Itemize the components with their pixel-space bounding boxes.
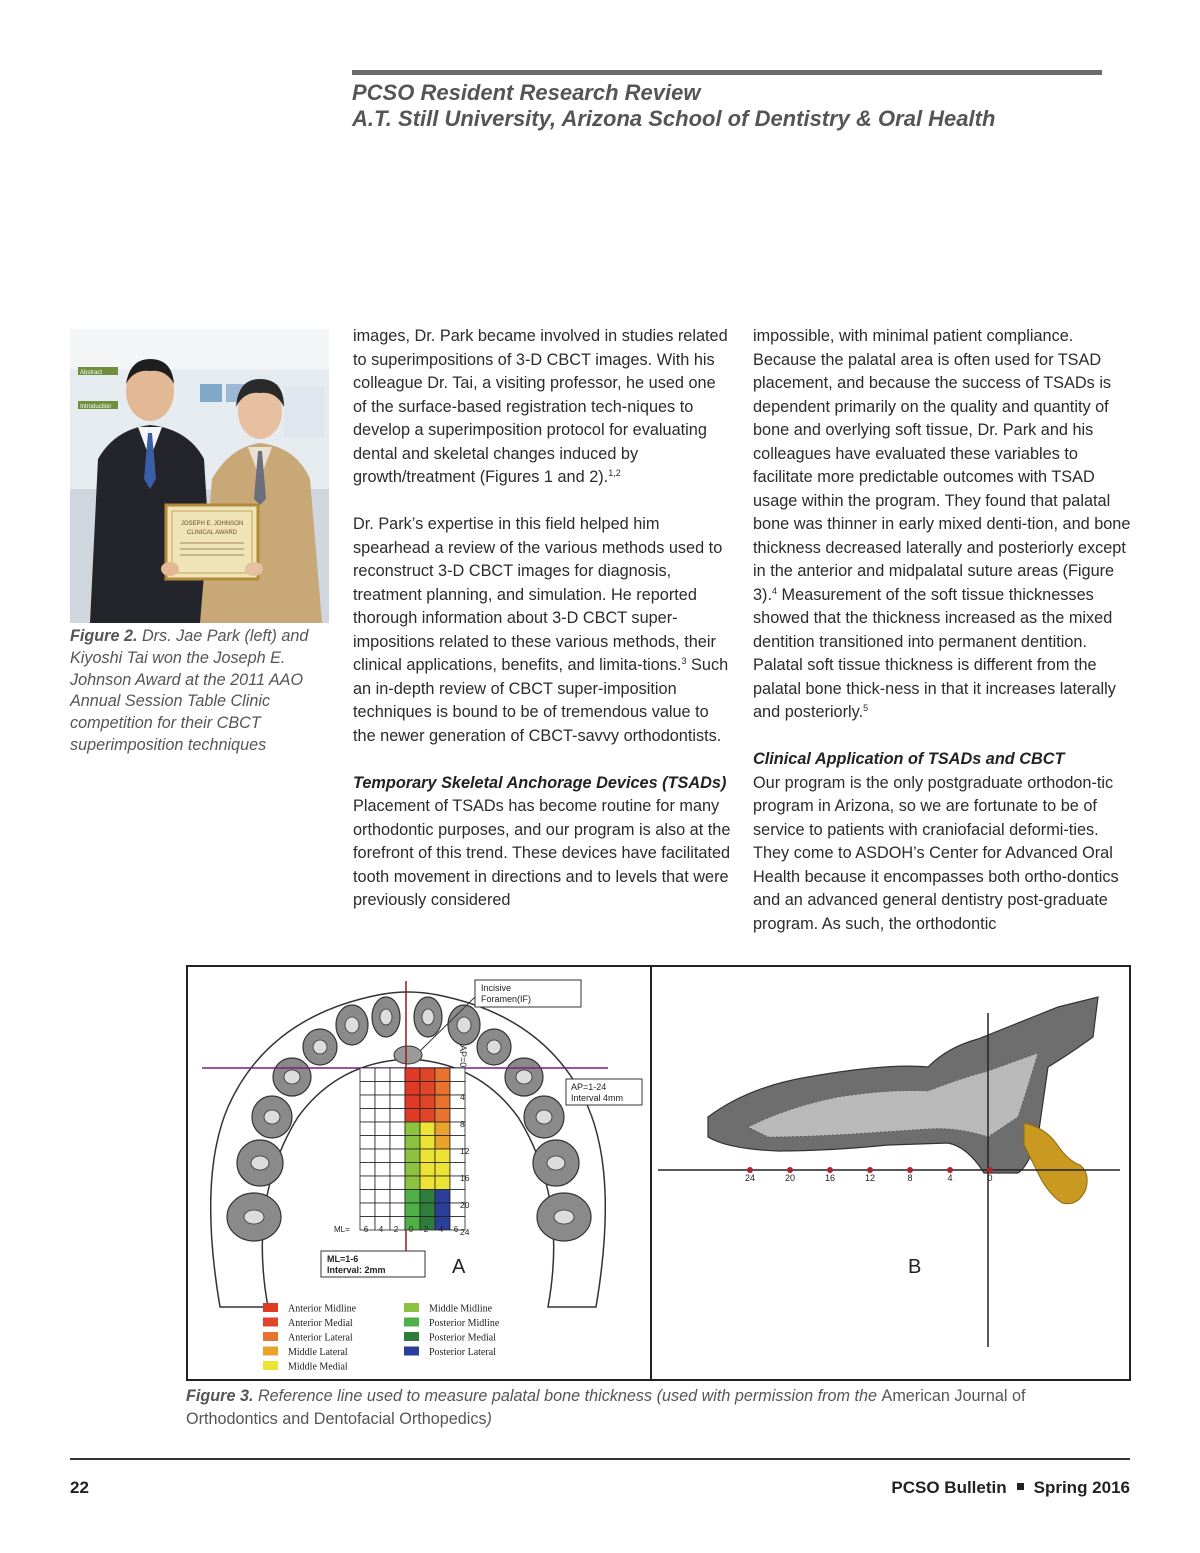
grid-cell xyxy=(420,1095,435,1109)
grid-cell xyxy=(390,1149,405,1163)
header-title: PCSO Resident Research Review xyxy=(352,80,701,105)
measurement-grid xyxy=(360,1068,465,1230)
grid-cell xyxy=(405,1122,420,1136)
col2-paragraph-1 xyxy=(753,325,1131,725)
col1-p1-citation: 1,2 xyxy=(608,468,621,478)
grid-cell xyxy=(375,1163,390,1177)
col1-paragraph-1 xyxy=(353,325,731,490)
ml-prefix: ML= xyxy=(334,1225,350,1234)
col2-p1b-text: Measurement of the soft tissue thicknesses showed that the thickness increased as the mixed dentition transitioned into permanent dentition. Palatal soft tissue thickness is different from the palatal bone thick-ness in that it increases laterally and posteriorly. xyxy=(753,585,1116,721)
grid-cell xyxy=(435,1136,450,1150)
grid-cell xyxy=(360,1122,375,1136)
col1-paragraph-2 xyxy=(353,513,731,748)
grid-cell xyxy=(375,1095,390,1109)
ap-tick: 16 xyxy=(460,1173,470,1183)
foramen-label-line2: Foramen(IF) xyxy=(481,994,532,1004)
legend-label: Middle Midline xyxy=(429,1303,493,1315)
legend-swatch xyxy=(263,1361,278,1370)
tsad-subheading: Temporary Skeletal Anchorage Devices (TSADs) xyxy=(353,773,727,792)
legend-swatch xyxy=(263,1318,278,1327)
ap-interval-line2: Interval 4mm xyxy=(571,1093,624,1103)
grid-cell xyxy=(405,1149,420,1163)
panel-b-tick: 20 xyxy=(784,1173,796,1183)
ap-tick: 8 xyxy=(460,1119,465,1129)
legend-label: Anterior Lateral xyxy=(288,1332,353,1344)
grid-cell xyxy=(420,1068,435,1082)
grid-cell xyxy=(420,1163,435,1177)
col1-p2b-text: Such an in-depth review of CBCT super-imposition techniques is bound to be of tremendous value to the newer generation of CBCT-savvy orthodontists. xyxy=(353,656,729,745)
legend-swatch xyxy=(263,1347,278,1356)
figure2-caption xyxy=(70,626,332,757)
header-rule xyxy=(352,70,1102,75)
col1-p1-text: images, Dr. Park became involved in studies related to superimpositions of 3-D CBCT images. With his colleague Dr. Tai, a visiting professor, he used one of the surface-based registration tech-niques to develop a superimposition protocol for evaluating dental and skeletal changes induced by growth/treatment (Figures 1 and 2). xyxy=(353,327,728,486)
grid-cell xyxy=(390,1203,405,1217)
certificate-subtitle: CLINICAL AWARD xyxy=(186,530,238,536)
legend-label: Posterior Lateral xyxy=(429,1347,496,1358)
foramen-label-line1: Incisive xyxy=(481,983,512,993)
grid-cell xyxy=(405,1190,420,1204)
figure3-caption-text: Reference line used to measure palatal bone thickness (used with permission from the xyxy=(253,1387,882,1405)
ml-tick: 2 xyxy=(423,1225,429,1234)
grid-cell xyxy=(390,1122,405,1136)
grid-cell xyxy=(435,1163,450,1177)
col2-p1-citation: 4 xyxy=(772,585,778,596)
grid-cell xyxy=(375,1109,390,1123)
ml-tick: 4 xyxy=(438,1225,444,1234)
grid-cell xyxy=(375,1082,390,1096)
grid-cell xyxy=(360,1190,375,1204)
publication-issue: Spring 2016 xyxy=(1033,1478,1130,1497)
grid-cell xyxy=(360,1136,375,1150)
grid-cell xyxy=(375,1203,390,1217)
grid-cell xyxy=(390,1176,405,1190)
award-photo-illustration xyxy=(70,329,329,623)
running-header xyxy=(352,80,1112,132)
grid-cell xyxy=(390,1082,405,1096)
page-number: 22 xyxy=(70,1478,89,1497)
figure2-label: Figure 2. xyxy=(70,627,138,645)
col2-p1b-citation: 5 xyxy=(863,703,869,713)
figure3-graphics xyxy=(188,967,1129,1379)
figure3-caption-journal: American Journal of Orthodontics and Dentofacial Orthopedics xyxy=(186,1387,1026,1428)
grid-cell xyxy=(435,1122,450,1136)
figure2-photo xyxy=(70,329,329,623)
figure3-label: Figure 3. xyxy=(186,1387,254,1405)
footer-rule xyxy=(70,1458,1130,1460)
grid-cell xyxy=(375,1176,390,1190)
legend-swatch xyxy=(404,1318,419,1327)
ml-tick: 2 xyxy=(393,1225,399,1234)
grid-cell xyxy=(390,1136,405,1150)
grid-cell xyxy=(420,1122,435,1136)
body-column-1 xyxy=(353,325,731,913)
grid-cell xyxy=(435,1095,450,1109)
legend-swatch xyxy=(404,1303,419,1312)
ap-tick: 20 xyxy=(460,1200,470,1210)
grid-cell xyxy=(375,1122,390,1136)
grid-cell xyxy=(360,1109,375,1123)
ap-tick: 24 xyxy=(460,1227,470,1237)
grid-cell xyxy=(435,1203,450,1217)
ml-tick: 4 xyxy=(378,1225,384,1234)
poster-label-introduction: Introduction xyxy=(80,404,112,410)
grid-cell xyxy=(405,1163,420,1177)
grid-cell xyxy=(420,1190,435,1204)
ap-tick: 12 xyxy=(460,1146,470,1156)
ap-axis-label: AP=0 xyxy=(458,1045,468,1068)
panel-b-tick: 0 xyxy=(987,1173,993,1183)
grid-cell xyxy=(435,1109,450,1123)
grid-cell xyxy=(420,1136,435,1150)
ap-interval-line1: AP=1-24 xyxy=(571,1082,607,1092)
grid-cell xyxy=(390,1095,405,1109)
ml-tick: 6 xyxy=(453,1225,459,1234)
grid-cell xyxy=(405,1082,420,1096)
col1-p2-text: Dr. Park’s expertise in this field helped him spearhead a review of the various methods used to reconstruct 3-D CBCT images for diagnosis, treatment planning, and simulation. He reported thorough information about 3-D CBCT super-impositions related to these various methods, their clinical applications, benefits, and limita-tions. xyxy=(353,515,723,674)
grid-cell xyxy=(420,1176,435,1190)
figure2-caption-text: Drs. Jae Park (left) and Kiyoshi Tai won the Joseph E. Johnson Award at the 2011 AAO Annual Session Table Clinic competition for their CBCT superimposition techniques xyxy=(70,627,309,754)
ml-tick: 6 xyxy=(363,1225,369,1234)
ml-tick: 0 xyxy=(408,1225,414,1234)
header-subtitle: A.T. Still University, Arizona School of Dentistry & Oral Health xyxy=(352,106,996,131)
panel-b-tick: 24 xyxy=(744,1173,756,1183)
panel-b-tick: 16 xyxy=(824,1173,836,1183)
col1-p2-citation: 3 xyxy=(681,656,687,666)
grid-cell xyxy=(420,1082,435,1096)
clinical-application-subheading: Clinical Application of TSADs and CBCT xyxy=(753,750,1065,768)
grid-cell xyxy=(360,1176,375,1190)
ml-interval-line1: ML=1-6 xyxy=(327,1254,359,1264)
grid-cell xyxy=(375,1136,390,1150)
poster-label-abstract: Abstract xyxy=(80,370,103,376)
panel-b-sagittal-section xyxy=(708,997,1098,1204)
grid-cell xyxy=(405,1095,420,1109)
body-column-2 xyxy=(753,325,1131,936)
grid-cell xyxy=(405,1203,420,1217)
legend-swatch xyxy=(404,1347,419,1356)
legend-swatch xyxy=(404,1332,419,1341)
legend-label: Middle Medial xyxy=(288,1361,348,1373)
grid-cell xyxy=(420,1149,435,1163)
legend-label: Posterior Medial xyxy=(429,1332,496,1344)
certificate-title: JOSEPH E. JOHNSON xyxy=(180,521,244,527)
grid-cell xyxy=(435,1082,450,1096)
col1-paragraph-3: Placement of TSADs has become routine for many orthodontic purposes, and our program is also at the forefront of this trend. These devices have facilitated tooth movement in directions and to levels that were previously considered xyxy=(353,797,731,909)
grid-cell xyxy=(360,1082,375,1096)
grid-cell xyxy=(360,1149,375,1163)
panel-b-tick: 4 xyxy=(947,1173,953,1183)
grid-cell xyxy=(360,1068,375,1082)
figure3-legend xyxy=(263,1303,500,1373)
legend-label: Posterior Midline xyxy=(429,1318,500,1329)
panel-b-tick: 12 xyxy=(864,1173,876,1183)
grid-cell xyxy=(435,1190,450,1204)
grid-cell xyxy=(435,1149,450,1163)
grid-cell xyxy=(450,1068,465,1082)
separator-square xyxy=(1017,1483,1024,1490)
grid-cell xyxy=(375,1190,390,1204)
panel-b-label: B xyxy=(908,1256,922,1278)
legend-label: Anterior Midline xyxy=(288,1303,357,1315)
legend-label: Anterior Medial xyxy=(288,1318,353,1329)
legend-swatch xyxy=(263,1303,278,1312)
grid-cell xyxy=(360,1095,375,1109)
publication-info xyxy=(891,1478,1130,1498)
grid-cell xyxy=(420,1109,435,1123)
grid-cell xyxy=(360,1163,375,1177)
panel-b-tick: 8 xyxy=(907,1173,913,1183)
grid-cell xyxy=(375,1149,390,1163)
col2-p1-text: impossible, with minimal patient compliance. Because the palatal area is often used for TSAD placement, and because the success of TSADs is dependent primarily on the quality and quantity of bone and overlying soft tissue, Dr. Park and his colleagues have evaluated these variables to facilitate more predictable outcomes with TSAD usage within the program. They found that palatal bone was thinner in early mixed denti-tion, and bone thickness decreased laterally and posteriorly except in the anterior and midpalatal suture areas (Figure 3). xyxy=(753,327,1131,604)
grid-cell xyxy=(420,1203,435,1217)
grid-cell xyxy=(405,1109,420,1123)
legend-label: Middle Lateral xyxy=(288,1347,348,1358)
panel-a-label: A xyxy=(452,1256,466,1278)
grid-cell xyxy=(405,1136,420,1150)
figure3-caption xyxy=(186,1385,1086,1430)
grid-cell xyxy=(390,1190,405,1204)
grid-cell xyxy=(435,1068,450,1082)
ml-interval-line2: Interval: 2mm xyxy=(327,1265,386,1275)
figure3-caption-end: ) xyxy=(486,1409,492,1428)
grid-cell xyxy=(390,1163,405,1177)
grid-cell xyxy=(435,1176,450,1190)
grid-cell xyxy=(360,1203,375,1217)
figure3 xyxy=(186,965,1131,1381)
col2-paragraph-2: Our program is the only postgraduate orthodon-tic program in Arizona, so we are fortunate to be of service to patients with craniofacial deformi-ties. They come to ASDOH’s Center for Advanced Oral Health because it encompasses both ortho-dontics and an advanced general dentistry post-graduate program. As such, the orthodontic xyxy=(753,773,1119,933)
publication-name: PCSO Bulletin xyxy=(891,1478,1007,1497)
grid-cell xyxy=(390,1068,405,1082)
grid-cell xyxy=(405,1068,420,1082)
ap-tick: 4 xyxy=(460,1092,465,1102)
grid-cell xyxy=(375,1068,390,1082)
grid-cell xyxy=(390,1109,405,1123)
legend-swatch xyxy=(263,1332,278,1341)
grid-cell xyxy=(405,1176,420,1190)
